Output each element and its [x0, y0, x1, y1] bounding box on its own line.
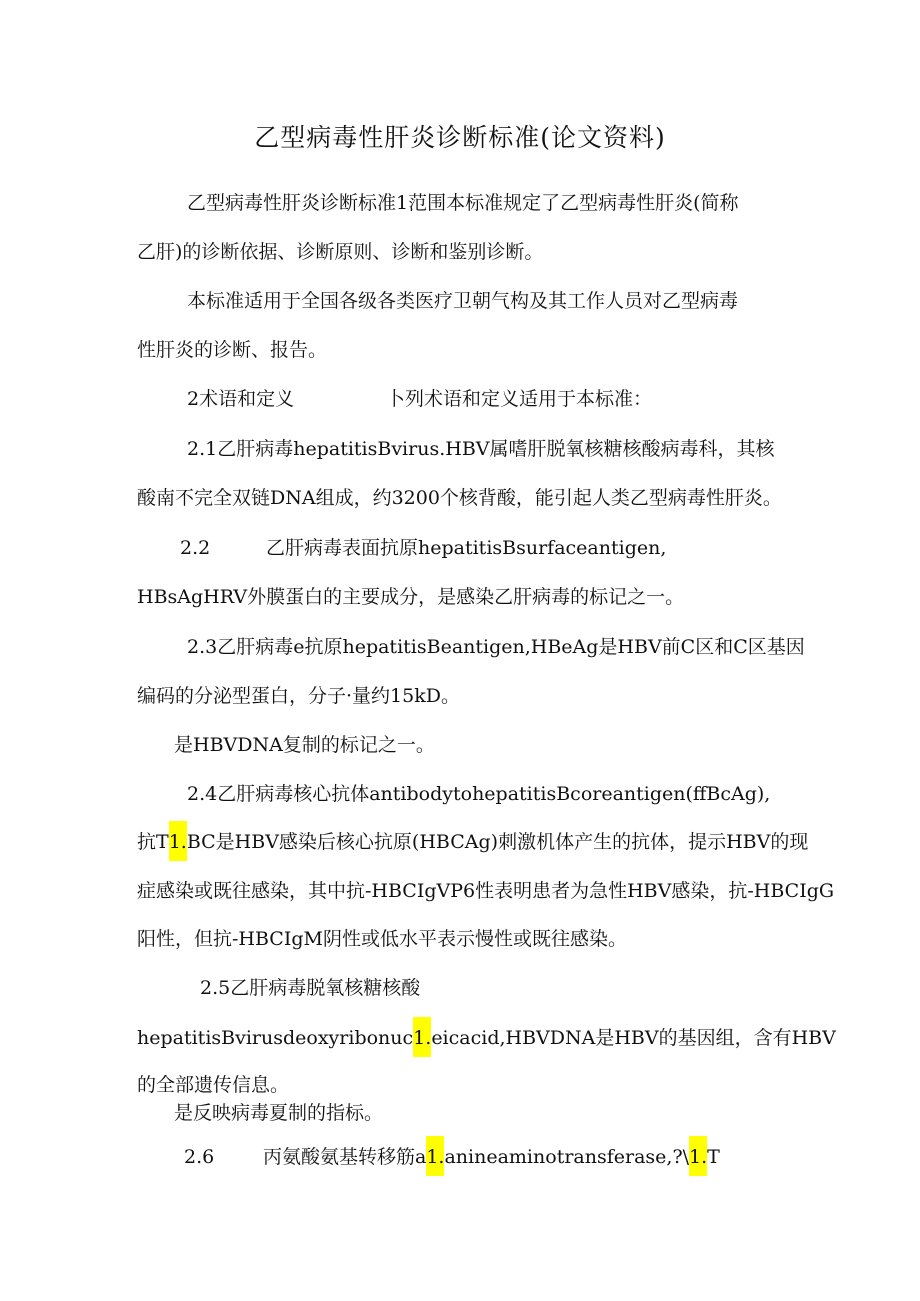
paragraph-line: 是反映病毒夏制的指标。 — [174, 1102, 384, 1124]
paragraph-line: 性肝炎的诊断、报告。 — [137, 339, 328, 361]
text-run: anineaminotransferase,?\ — [444, 1146, 690, 1168]
paragraph-line: 阳性，但抗-HBCIgM阴性或低水平表示慢性或既往感染。 — [137, 928, 627, 950]
paragraph-line: 乙肝)的诊断依据、诊断原则、诊断和鉴别诊断。 — [137, 241, 544, 263]
paragraph-line: 症感染或既往感染，其中抗-HBCIgVP6性表明患者为急性HBV感染，抗-HBCIgG — [137, 880, 835, 902]
paragraph-line: 酸南不完全双链DNA组成，约3200个核背酸，能引起人类乙型病毒性肝炎。 — [137, 487, 782, 509]
text-run: hepatitisBvirusdeoxyribonuc — [137, 1027, 414, 1049]
highlighted-text: 1. — [413, 1017, 431, 1057]
section-heading: 2术语和定义 — [187, 388, 295, 410]
text-run: 抗T — [137, 831, 169, 853]
text-run: BC是HBV感染后核心抗原(HBCAg)刺激机体产生的抗体，提示HBV的现 — [186, 831, 809, 853]
section-number: 2.6 — [184, 1146, 215, 1168]
paragraph-line: 编码的分泌型蛋白，分子·量约15kD。 — [137, 685, 460, 707]
text-run: eicacid,HBVDNA是HBV的基因组，含有HBV — [431, 1027, 836, 1049]
document-title: 乙型病毒性肝炎诊断标准(论文资料) — [254, 123, 666, 152]
text-run: 丙氨酸氨基转移筋a — [263, 1146, 427, 1168]
paragraph-line: 是HBVDNA复制的标记之一。 — [174, 734, 435, 756]
paragraph-line: HBsAgHRV外膜蛋白的主要成分，是感染乙肝病毒的标记之一。 — [137, 586, 685, 608]
paragraph-line: 卜列术语和定义适用于本标准： — [386, 388, 653, 410]
text-run: T — [707, 1146, 720, 1168]
highlighted-text: 1. — [689, 1136, 707, 1176]
paragraph-line — [137, 1025, 836, 1051]
paragraph-line: 的全部遗传信息。 — [137, 1074, 290, 1096]
paragraph-line: 本标准适用于全国各级各类医疗卫朝气构及其工作人员对乙型病毒 — [187, 290, 739, 312]
paragraph-line — [137, 829, 808, 855]
paragraph-line: 2.3乙肝病毒e抗原hepatitisBeantigen,HBeAg是HBV前C区和C区基因 — [187, 636, 805, 658]
paragraph-line: 2.4乙肝病毒核心抗体antibodytohepatitisBcoreantigen(ffBcAg), — [187, 783, 771, 805]
highlighted-text: 1. — [426, 1136, 444, 1176]
paragraph-line: 乙型病毒性肝炎诊断标准1范围本标准规定了乙型病毒性肝炎(简称 — [187, 192, 739, 214]
paragraph-line: 2.5乙肝病毒脱氧核糖核酸 — [200, 977, 421, 999]
paragraph-line — [263, 1144, 720, 1170]
paragraph-line: 乙肝病毒表面抗原hepatitisBsurfaceantigen, — [266, 537, 667, 559]
highlighted-text: 1. — [169, 821, 187, 861]
section-number: 2.2 — [180, 537, 211, 559]
paragraph-line: 2.1乙肝病毒hepatitisBvirus.HBV属嗜肝脱氧核糖核酸病毒科，其核 — [187, 438, 775, 460]
